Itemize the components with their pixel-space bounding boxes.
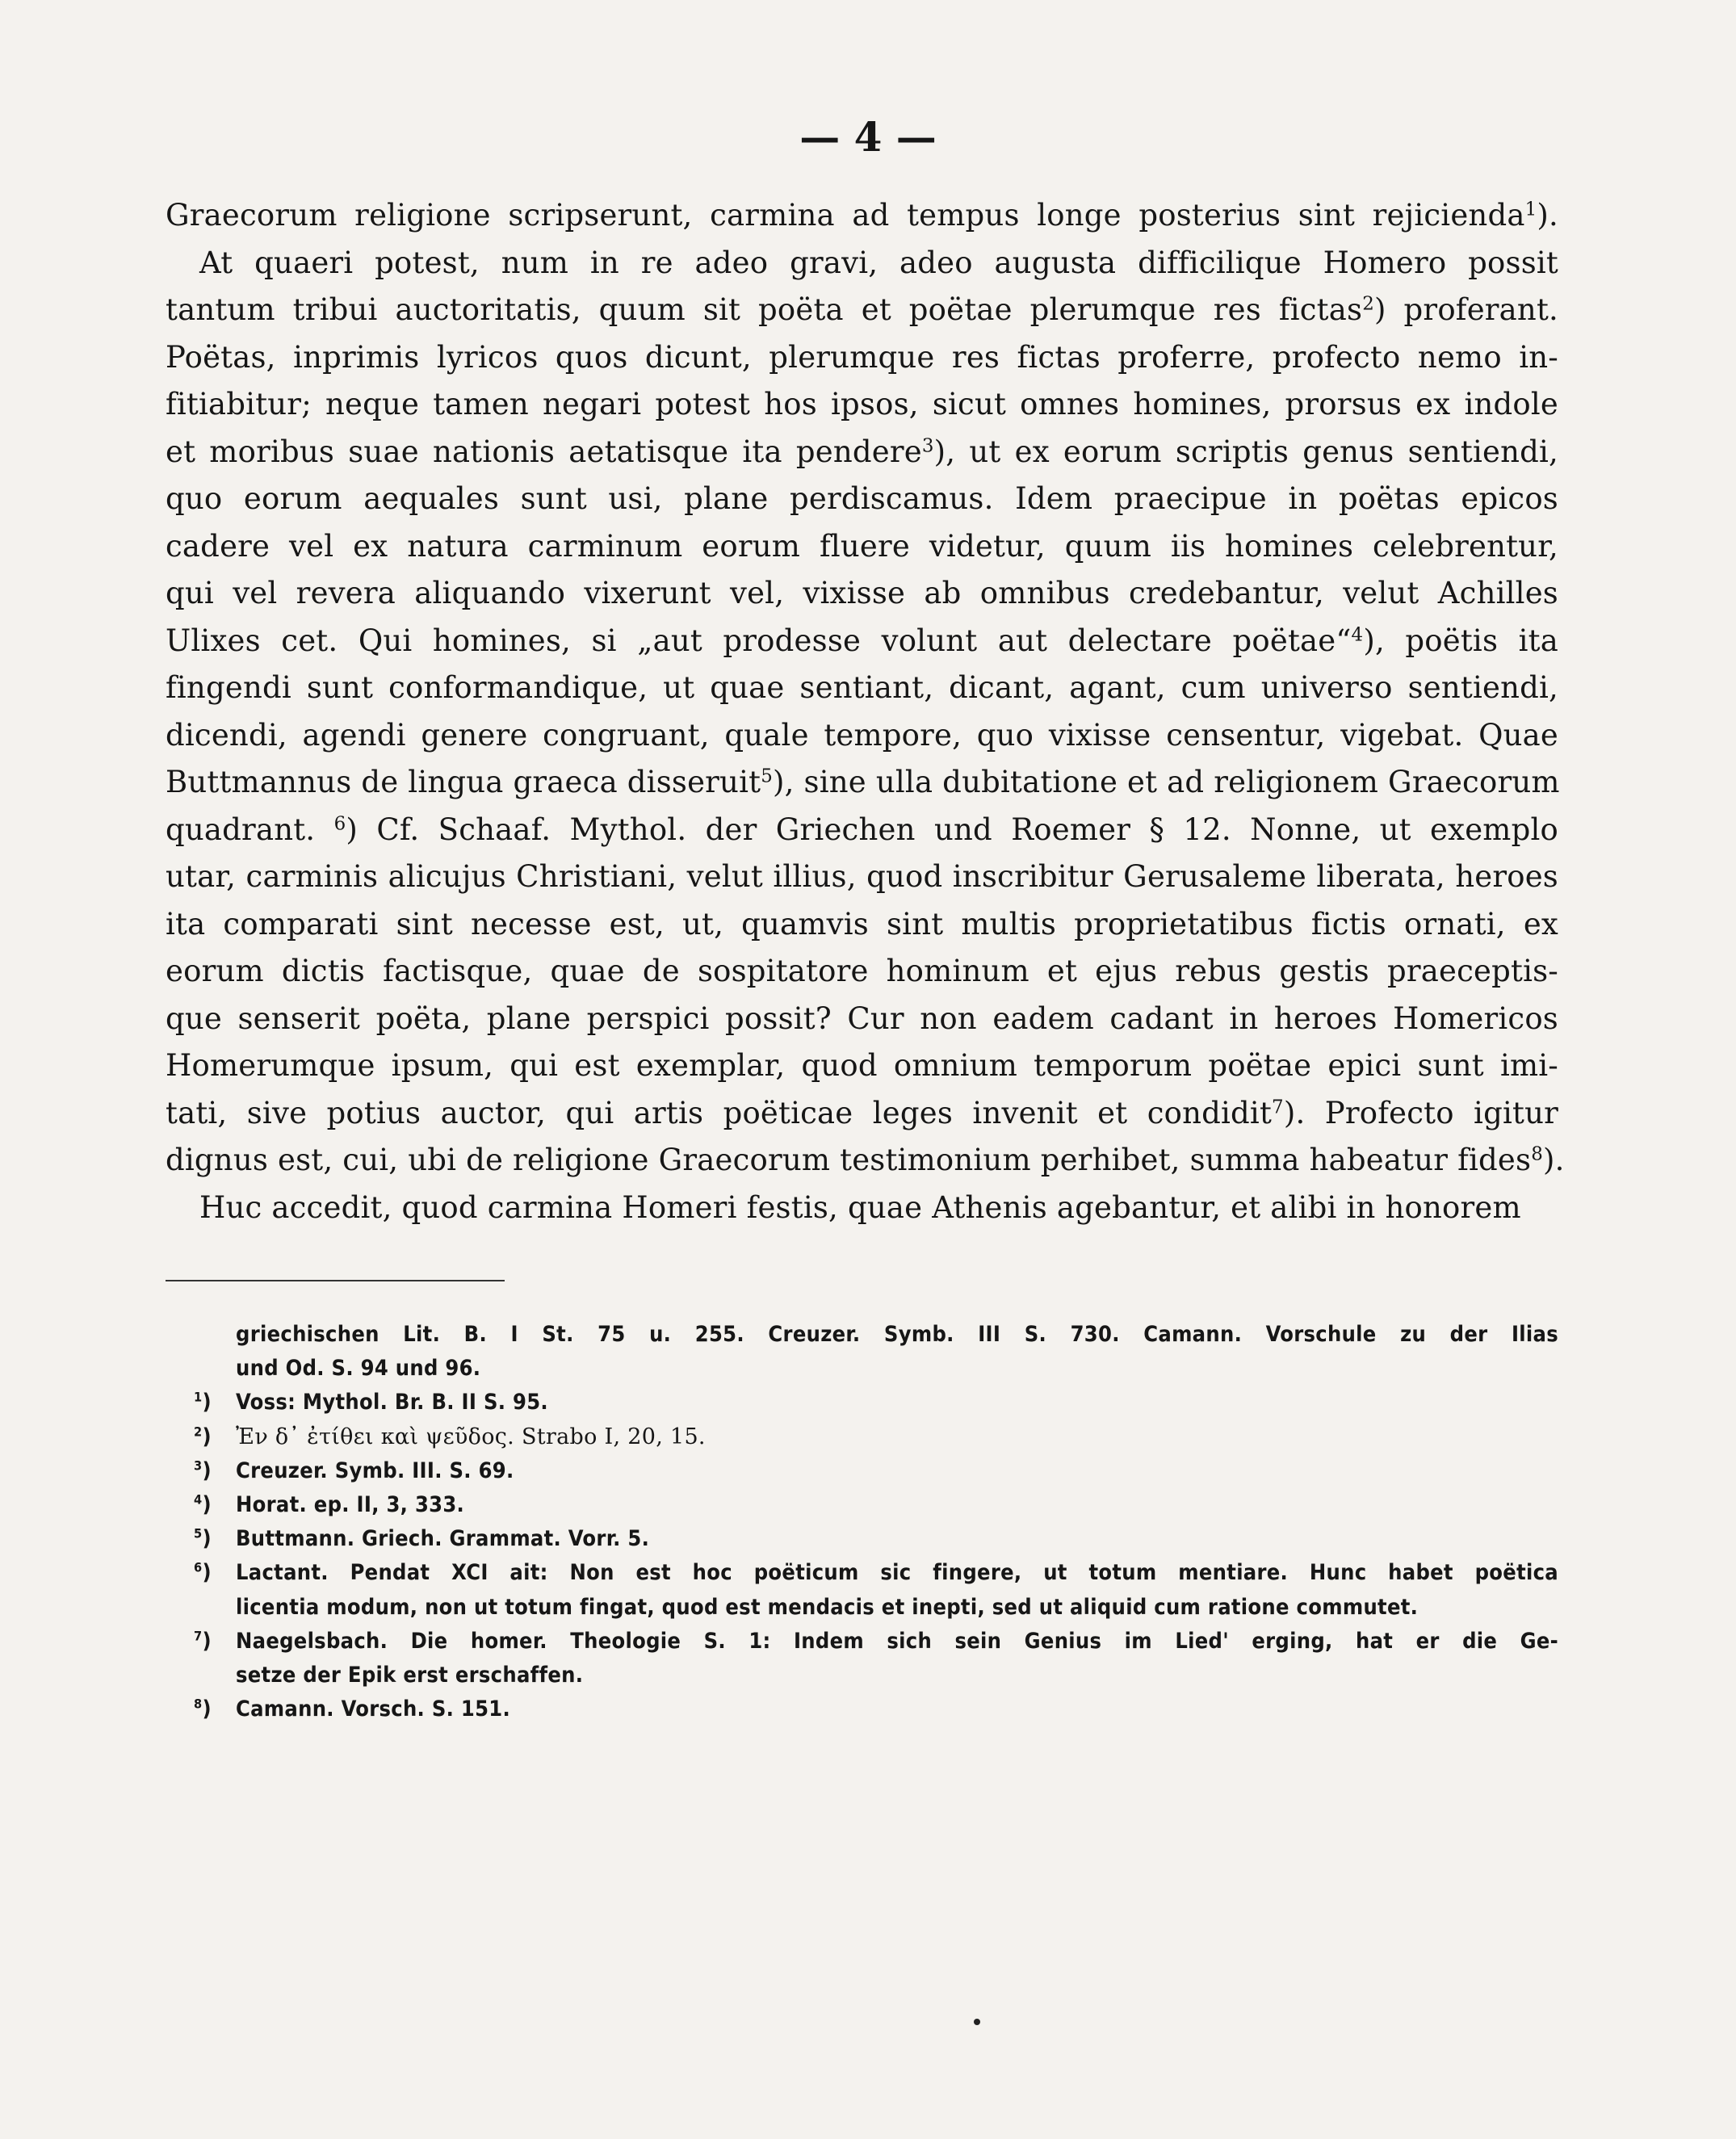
- footnote-line: [194, 1625, 1558, 1659]
- footnote-text: und Od. S. 94 und 96.: [236, 1356, 481, 1382]
- line-text: et moribus suae nationis aetatisque ita pendere: [166, 434, 922, 469]
- page-number: — 4 —: [799, 113, 937, 161]
- line-text: fingendi sunt conformandique, ut quae sentiant, dicant, agant, cum universo sentiendi,: [166, 670, 1558, 705]
- footnote-line: [194, 1522, 1558, 1556]
- footnote-ref: 3: [921, 434, 934, 456]
- line-text-tail: ) Cf. Schaaf. Mythol. der Griechen und Roemer § 12. Nonne, ut exemplo: [346, 812, 1558, 847]
- line-text-tail: ).: [1542, 1143, 1565, 1177]
- footnote-marker: $^7$): [194, 1627, 212, 1654]
- line-text: quadrant.: [166, 812, 334, 847]
- footnote-ref: 4: [1351, 623, 1364, 645]
- footnote-ref: 6: [333, 812, 346, 834]
- text-line: [166, 618, 1558, 665]
- footnote-ref: 8: [1531, 1143, 1543, 1165]
- footnote-separator: [166, 1280, 505, 1281]
- line-text: Graecorum religione scripserunt, carmina ad tempus longe posterius sint rejicienda: [166, 198, 1525, 233]
- line-text: que senserit poëta, plane perspici possit? Cur non eadem cadant in heroes Homericos: [166, 1000, 1558, 1036]
- footnote-text: Buttmann. Griech. Grammat. Vorr. 5.: [236, 1526, 650, 1552]
- text-line: [166, 334, 1558, 382]
- footnote-line: [194, 1454, 1558, 1488]
- line-text: cadere vel ex natura carminum eorum fluere videtur, quum iis homines celebrentur,: [166, 528, 1558, 564]
- body-text: [166, 192, 1565, 1231]
- line-text-tail: ), sine ulla dubitatione et ad religionem Graecorum: [773, 765, 1560, 799]
- text-line: [166, 996, 1558, 1043]
- line-text: At quaeri potest, num in re adeo gravi, adeo augusta difficilique Homero possit: [199, 245, 1558, 280]
- text-line: [166, 476, 1558, 523]
- footnote-text: Lactant. Pendat XCI ait: Non est hoc poëticum sic fingere, ut totum mentiare. Hunc habet poëtica: [236, 1560, 1558, 1586]
- text-line: [166, 240, 1558, 287]
- line-text: quo eorum aequales sunt usi, plane perdiscamus. Idem praecipue in poëtas epicos: [166, 481, 1558, 516]
- line-text: tantum tribui auctoritatis, quum sit poëta et poëtae plerumque res fictas: [166, 292, 1363, 327]
- footnote-text: Voss: Mythol. Br. B. II S. 95.: [236, 1390, 548, 1416]
- footnote-marker: $^1$): [194, 1389, 212, 1416]
- footnote-text: Naegelsbach. Die homer. Theologie S. 1: Indem sich sein Genius im Lied' erging, hat er die Ge-: [236, 1628, 1558, 1654]
- line-text: Buttmannus de lingua graeca disseruit: [166, 765, 761, 799]
- line-text: dignus est, cui, ubi de religione Graecorum testimonium perhibet, summa habeatur fides: [166, 1143, 1532, 1177]
- text-line: [166, 807, 1558, 854]
- line-text: fitiabitur; neque tamen negari potest hos ipsos, sicut omnes homines, prorsus ex indole: [166, 387, 1558, 422]
- text-line: [166, 1042, 1558, 1090]
- text-line: [166, 854, 1558, 901]
- footnote-marker: $^2$): [194, 1423, 212, 1449]
- line-text: Huc accedit, quod carmina Homeri festis, quae Athenis agebantur, et alibi in honorem: [199, 1189, 1521, 1225]
- footnote-line: [194, 1692, 1558, 1726]
- footnote-text: Camann. Vorsch. S. 151.: [236, 1697, 511, 1722]
- text-line: [166, 1137, 1565, 1185]
- text-line: [166, 570, 1558, 618]
- line-text: ita comparati sint necesse est, ut, quamvis sint multis proprietatibus fictis ornati, ex: [166, 906, 1558, 942]
- text-line: [166, 712, 1558, 760]
- footnote-line: [194, 1488, 1558, 1522]
- footnote-marker: $^6$): [194, 1559, 212, 1586]
- footnote-line: [194, 1556, 1558, 1590]
- text-line: [166, 1185, 1558, 1232]
- text-line: [166, 429, 1558, 476]
- text-line: [166, 287, 1558, 334]
- text-line: [166, 901, 1558, 949]
- footnote-text: griechischen Lit. B. I St. 75 u. 255. Creuzer. Symb. III S. 730. Camann. Vorschule zu der Ilias: [236, 1322, 1558, 1347]
- footnote-text: Ἐν δ᾽ ἐτίθει καὶ ψεῦδος. Strabo I, 20, 15.: [236, 1424, 706, 1449]
- line-text: Poëtas, inprimis lyricos quos dicunt, plerumque res fictas proferre, profecto nemo in-: [166, 339, 1558, 375]
- footnote-ref: 2: [1362, 293, 1374, 315]
- footnote-line: [194, 1591, 1558, 1625]
- line-text: eorum dictis factisque, quae de sospitatore hominum et ejus rebus gestis praeceptis-: [166, 954, 1558, 988]
- footnote-line: [194, 1318, 1558, 1352]
- footnote-text: setze der Epik erst erschaffen.: [236, 1662, 584, 1688]
- line-text: utar, carminis alicujus Christiani, velut illius, quod inscribitur Gerusaleme liberata, heroes: [166, 859, 1558, 894]
- text-line: [166, 192, 1558, 240]
- line-text-tail: ) proferant.: [1374, 292, 1558, 327]
- footnote-line: [194, 1352, 1558, 1386]
- footnote-line: [194, 1659, 1558, 1692]
- line-text: Homerumque ipsum, qui est exemplar, quod omnium temporum poëtae epici sunt imi-: [166, 1048, 1558, 1083]
- footnote-ref: 5: [761, 765, 773, 787]
- text-line: [166, 665, 1558, 712]
- footnote-ref: 7: [1272, 1096, 1284, 1118]
- footnote-text: licentia modum, non ut totum fingat, quod est mendacis et inepti, sed ut aliquid cum ratione commutet.: [236, 1594, 1419, 1620]
- line-text-tail: ).: [1537, 198, 1558, 233]
- line-text: tati, sive potius auctor, qui artis poëticae leges invenit et condidit: [166, 1095, 1273, 1130]
- text-line: [166, 381, 1558, 429]
- line-text-tail: ). Profecto igitur: [1283, 1095, 1558, 1130]
- footnote-line: [194, 1420, 1558, 1454]
- line-text-tail: ), poëtis ita: [1363, 623, 1558, 658]
- text-line: [166, 1090, 1558, 1138]
- line-text-tail: ), ut ex eorum scriptis genus sentiendi,: [933, 434, 1558, 469]
- footnote-marker: $^5$): [194, 1525, 212, 1552]
- footnote-line: [194, 1386, 1558, 1420]
- print-speck: [974, 2019, 980, 2025]
- text-line: [166, 759, 1558, 807]
- line-text: Ulixes cet. Qui homines, si „aut prodesse volunt aut delectare poëtae“: [166, 623, 1352, 658]
- footnote-marker: $^8$): [194, 1696, 212, 1722]
- footnotes: [194, 1318, 1558, 1726]
- footnote-ref: 1: [1524, 199, 1537, 220]
- footnote-marker: $^3$): [194, 1457, 212, 1483]
- line-text: dicendi, agendi genere congruant, quale tempore, quo vixisse censentur, vigebat. Quae: [166, 717, 1558, 753]
- footnote-marker: $^4$): [194, 1491, 212, 1517]
- line-text: qui vel revera aliquando vixerunt vel, vixisse ab omnibus credebantur, velut Achilles: [166, 576, 1558, 610]
- footnote-text: Horat. ep. II, 3, 333.: [236, 1491, 465, 1517]
- text-line: [166, 948, 1558, 996]
- footnote-text: Creuzer. Symb. III. S. 69.: [236, 1457, 514, 1483]
- text-line: [166, 523, 1558, 571]
